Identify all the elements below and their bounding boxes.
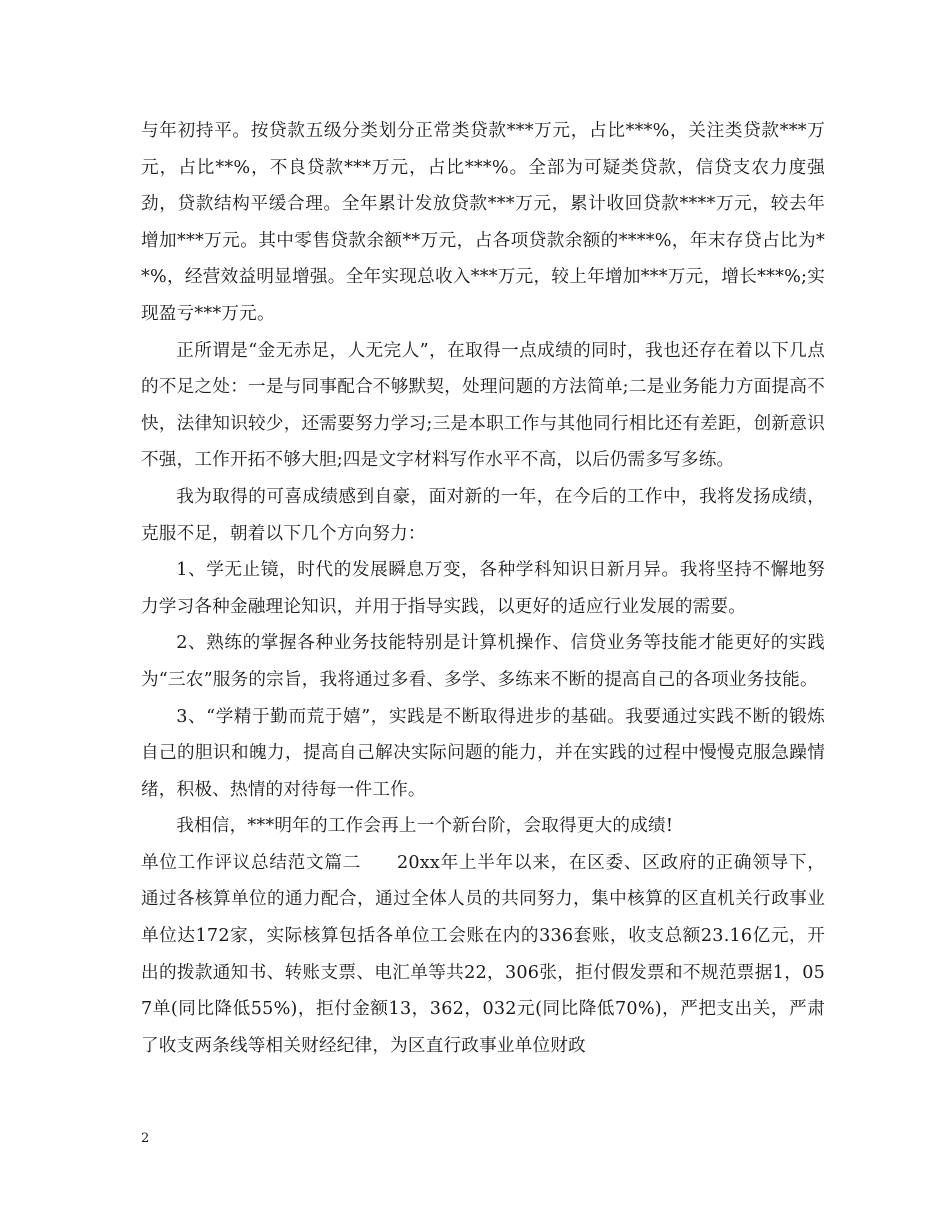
paragraph-goal-1: 1、学无止镜，时代的发展瞬息万变，各种学科知识日新月异。我将坚持不懈地努力学习各种金融理论知识，并用于指导实践，以更好的适应行业发展的需要。 — [141, 560, 825, 617]
paragraph-loan-summary: 与年初持平。按贷款五级分类划分正常类贷款***万元，占比***%，关注类贷款***万元，占比**%，不良贷款***万元，占比***%。全部为可疑类贷款，信贷支农力度强劲，贷款结构平缓合理。全年累计发放贷款***万元，累计收回贷款****万元，较去年增加***万元。其中零售贷款余额**万元，占各项贷款余额的****%，年末存贷占比为**%，经营效益明显增强。全年实现总收入***万元，较上年增加***万元，增长***%;实现盈亏***万元。 — [141, 121, 825, 324]
page-number: 2 — [141, 1131, 150, 1146]
paragraph-conclusion: 我相信，***明年的工作会再上一个新台阶，会取得更大的成绩! — [176, 816, 674, 837]
section-two-text: 20xx年上半年以来，在区委、区政府的正确领导下，通过各核算单位的通力配合，通过全体人员的共同努力，集中核算的区直机关行政事业单位达172家，实际核算包括各单位工会账在内的336套账，收支总额23.16亿元，开出的拨款通知书、转账支票、电汇单等共22，306张，拒付假发票和不规范票据1，057单(同比降低55%)，拒付金额13，362，032元(同比降低70%)，严把支出关，严肃了收支两条线等相关财经纪律，为区直行政事业单位财政 — [141, 852, 826, 1056]
document-body — [141, 113, 825, 1064]
paragraph-outlook: 我为取得的可喜成绩感到自豪，面对新的一年，在今后的工作中，我将发扬成绩，克服不足，朝着以下几个方向努力： — [141, 486, 825, 544]
paragraph-goal-2: 2、熟练的掌握各种业务技能特别是计算机操作、信贷业务等技能才能更好的实践为“三农”服务的宗旨，我将通过多看、多学、多练来不断的提高自己的各项业务技能。 — [141, 633, 825, 690]
section-two-heading: 单位工作评议总结范文篇二 — [141, 852, 361, 873]
paragraph-section-two — [141, 845, 825, 1065]
paragraph-goal-3: 3、“学精于勤而荒于嬉”，实践是不断取得进步的基础。我要通过实践不断的锻炼自己的胆识和魄力，提高自己解决实际问题的能力，并在实践的过程中慢慢克服急躁情绪，积极、热情的对待每一件工作。 — [141, 706, 825, 800]
paragraph-shortcomings: 正所谓是“金无赤足，人无完人”，在取得一点成绩的同时，我也还存在着以下几点的不足之处：一是与同事配合不够默契，处理问题的方法简单;二是业务能力方面提高不快，法律知识较少，还需要努力学习;三是本职工作与其他同行相比还有差距，创新意识不强，工作开拓不够大胆;四是文字材料写作水平不高，以后仍需多写多练。 — [141, 340, 825, 471]
